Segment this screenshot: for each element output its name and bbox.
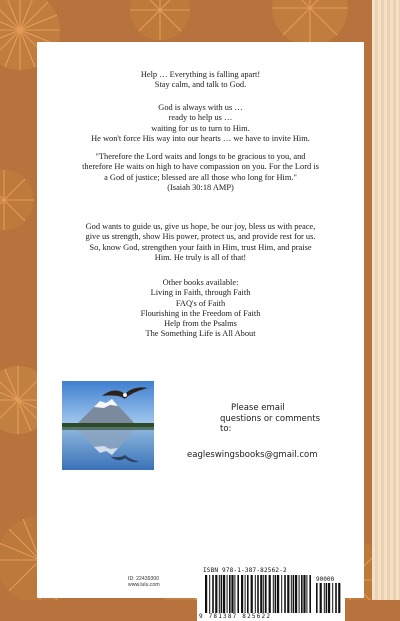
right-stripe-border [372, 0, 400, 600]
price-code: 90000 [316, 576, 335, 583]
book-title: Help from the Psalms [164, 319, 237, 329]
contact-email: eagleswingsbooks@gmail.com [187, 449, 318, 460]
text-line: give us strength, show His power, protect us, and provide rest for us. [85, 232, 316, 242]
mountain-lake-photo [62, 381, 154, 470]
god-with-us-stanza [37, 103, 364, 144]
text-line: (Isaiah 30:18 AMP) [167, 182, 234, 192]
contact-info [187, 403, 327, 460]
text-line: waiting for us to turn to Him. [151, 123, 250, 133]
text-line: therefore He waits on high to have compassion on you. For the Lord is [82, 162, 319, 172]
other-books-list [37, 278, 364, 340]
eagle-reflection-icon [110, 453, 140, 463]
eagle-icon [102, 386, 148, 402]
scripture-quote [37, 152, 364, 193]
contact-line-2: questions or comments to: [220, 413, 321, 434]
price-barcode-bars [316, 583, 342, 613]
book-title: FAQ's of Faith [175, 298, 226, 308]
text-line: He won't force His way into our hearts … we have to invite Him. [91, 133, 310, 143]
book-title: Flourishing in the Freedom of Faith [140, 308, 261, 318]
other-books-heading: Other books available: [162, 278, 239, 287]
publisher-id: ID: 22439300 [128, 576, 160, 582]
barcode-digits: 9 781387 825622 [199, 613, 272, 620]
text-line: a God of justice; blessed are all those who long for Him." [104, 172, 297, 182]
isbn-label: ISBN 978-1-387-82562-2 [203, 567, 287, 574]
text-line: God wants to guide us, give us hope, be our joy, bless us with peace, [85, 222, 316, 231]
publisher-site: www.lulu.com [128, 582, 160, 589]
description-paragraph [37, 222, 364, 263]
text-line: "Therefore the Lord waits and longs to be gracious to you, and [95, 152, 306, 161]
text-line: Stay calm, and talk to God. [154, 80, 247, 90]
barcode-bars [205, 575, 313, 613]
publisher-info [128, 576, 160, 588]
back-cover-panel [37, 42, 364, 620]
isbn-barcode [197, 567, 345, 621]
text-line: ready to help us … [168, 113, 233, 123]
text-line: So, know God, strengthen your faith in Him, trust Him, and praise [89, 242, 312, 252]
book-title: Living in Faith, through Faith [150, 288, 251, 298]
text-line: Help … Everything is falling apart! [140, 70, 261, 79]
text-line: God is always with us … [158, 103, 243, 112]
opening-lines [37, 70, 364, 91]
text-line: Him. He truly is all of that! [154, 252, 247, 262]
contact-line-1: Please email [231, 403, 285, 413]
book-title: The Something Life is All About [145, 329, 256, 339]
